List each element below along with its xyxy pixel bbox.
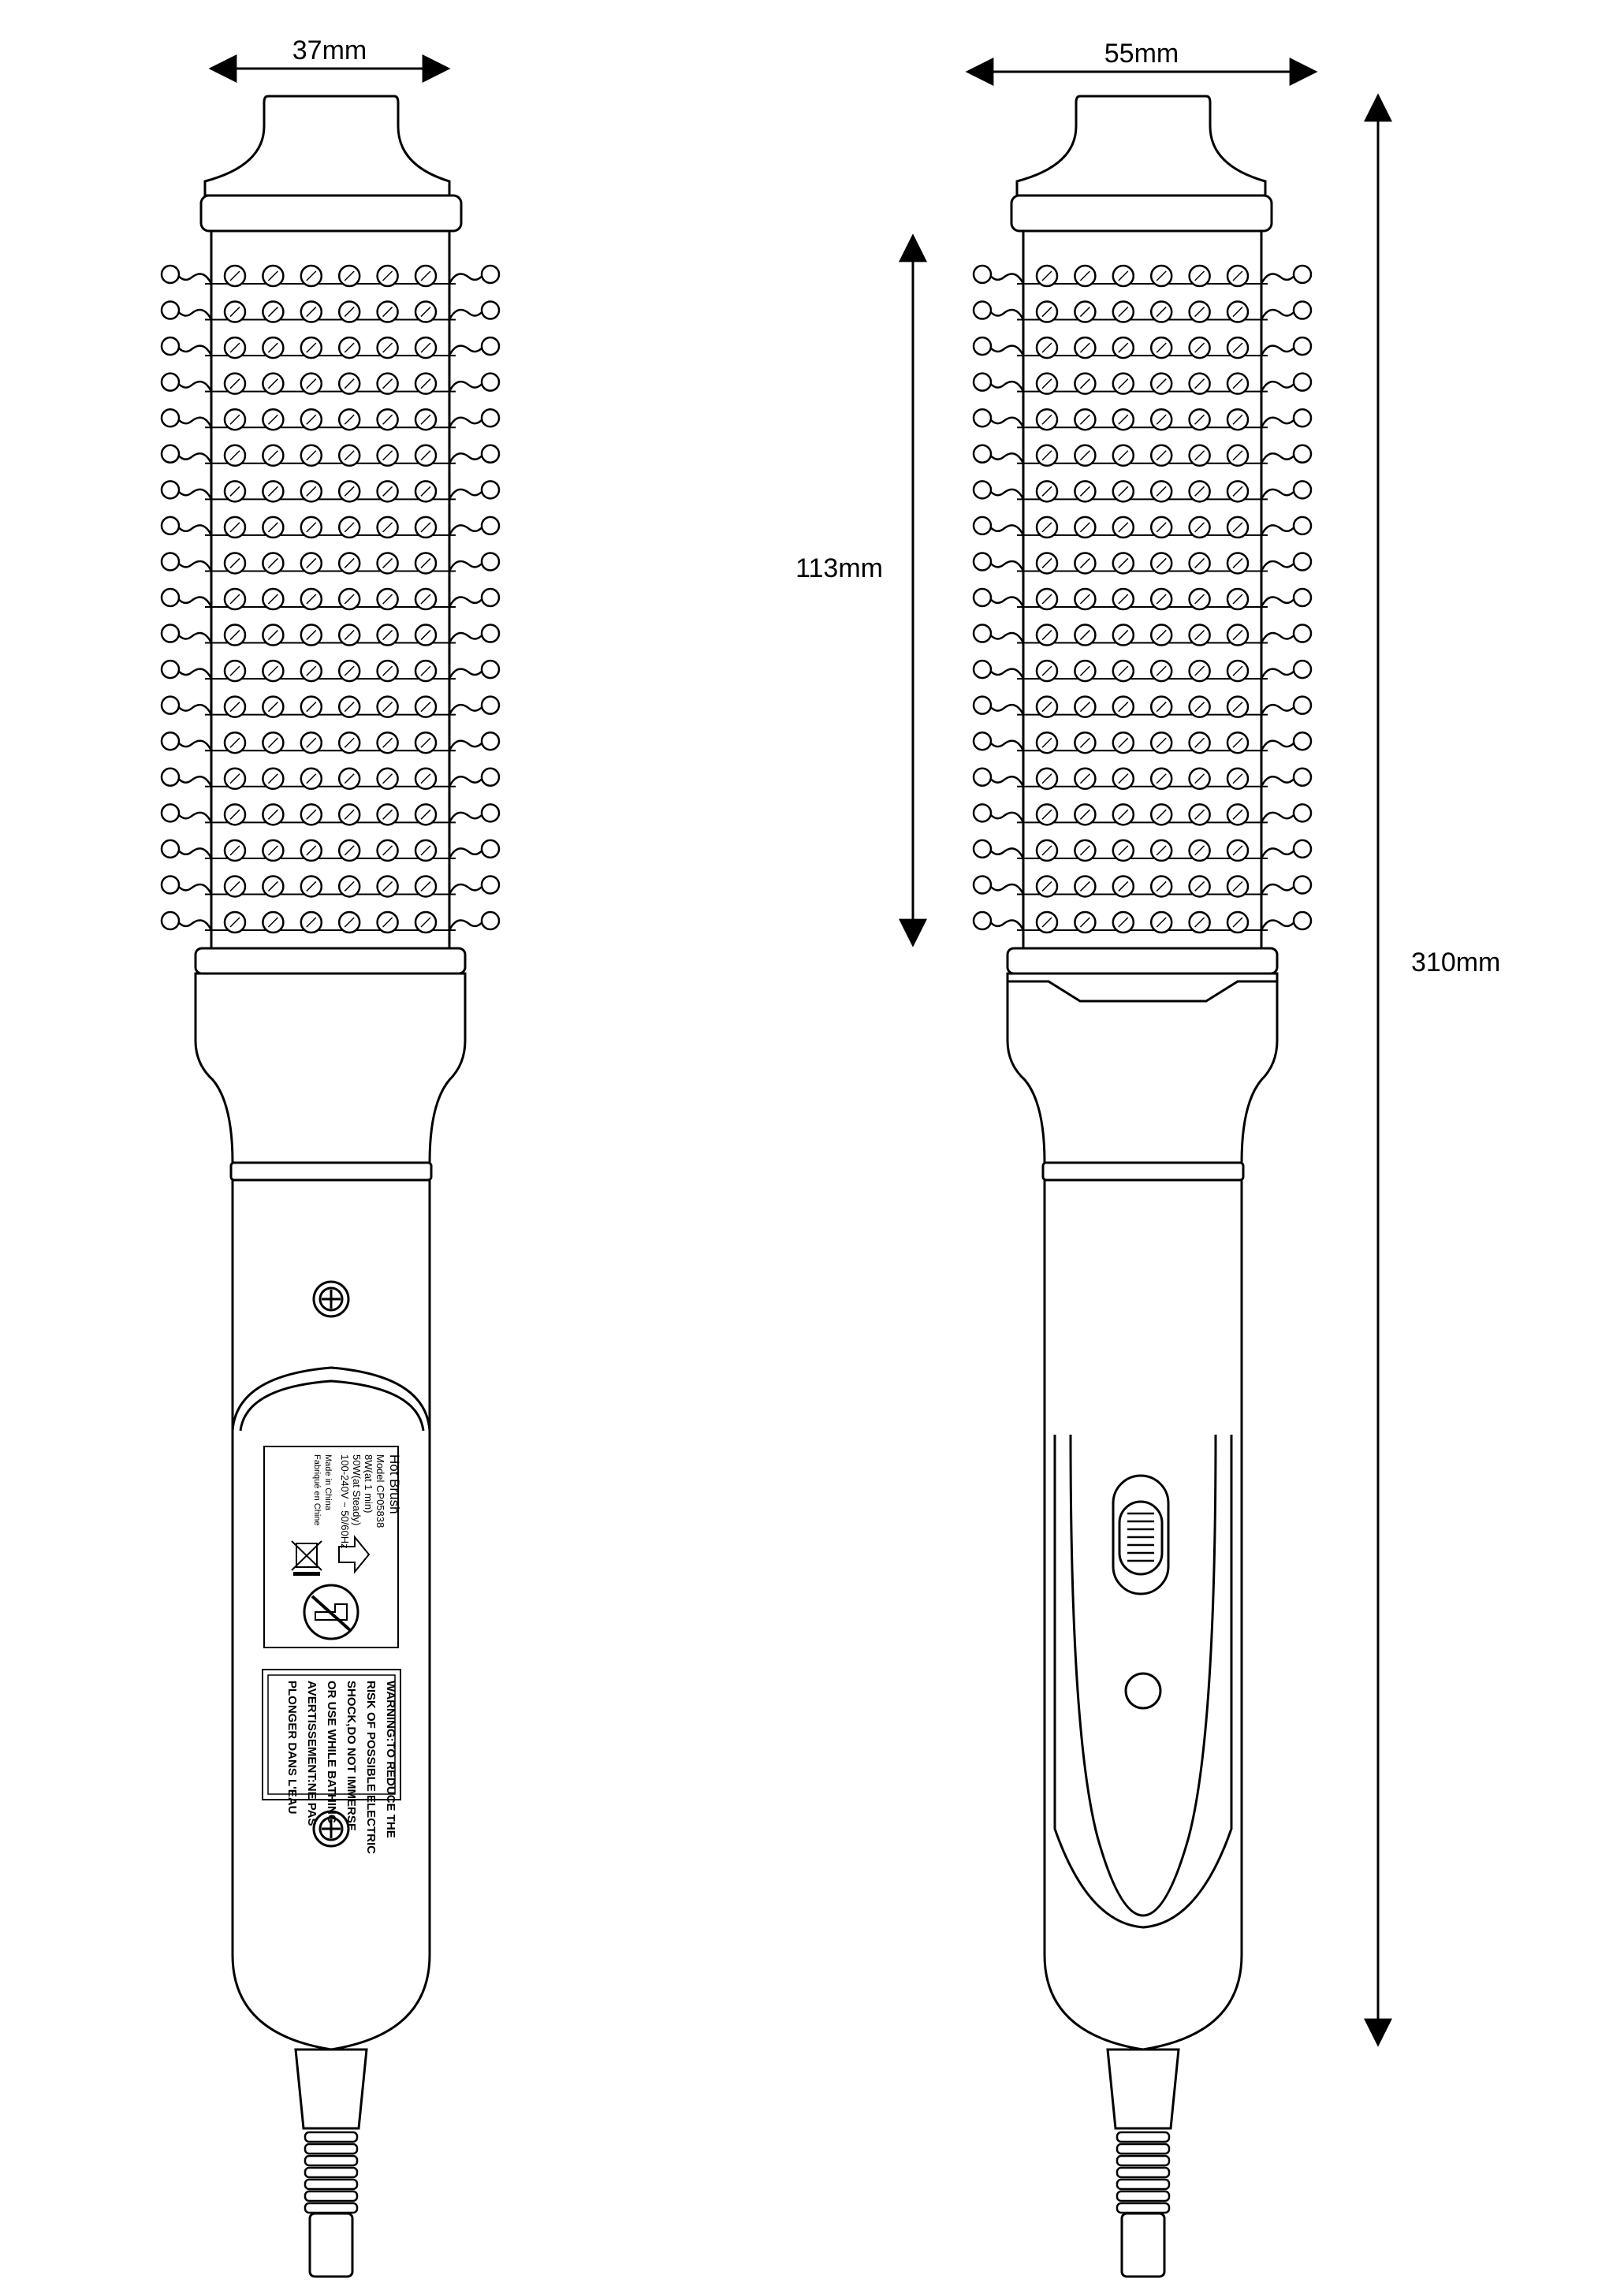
warning-line-5: AVERTISSEMENT:NE PAS bbox=[305, 1681, 318, 1826]
side-bristle-tip bbox=[1294, 625, 1311, 642]
side-bristle-tip bbox=[162, 661, 179, 678]
side-bristle-tip bbox=[1294, 445, 1311, 463]
side-bristle bbox=[449, 632, 485, 643]
side-bristle-tip bbox=[482, 481, 499, 498]
side-bristle-tip bbox=[974, 409, 991, 426]
right-cord bbox=[1122, 2213, 1164, 2277]
no-bath-icon bbox=[304, 1585, 358, 1639]
power-button[interactable] bbox=[1126, 1674, 1160, 1708]
cord-rib bbox=[305, 2156, 357, 2165]
right-width-label: 55mm bbox=[1104, 39, 1179, 69]
side-bristle-tip bbox=[482, 553, 499, 570]
side-bristle-tip bbox=[974, 732, 991, 750]
left-barrel bbox=[211, 231, 449, 948]
side-bristle bbox=[176, 739, 211, 750]
side-bristle bbox=[176, 273, 211, 284]
side-bristle bbox=[449, 416, 485, 427]
brush-right-view bbox=[974, 96, 1311, 2277]
rating-line-3: 8W(at 1 min) bbox=[363, 1454, 374, 1513]
side-bristle bbox=[176, 776, 211, 787]
side-bristle bbox=[988, 739, 1023, 750]
side-bristle bbox=[449, 668, 485, 679]
side-bristle-tip bbox=[1294, 769, 1311, 786]
side-bristle-tip bbox=[482, 804, 499, 821]
side-bristle-tip bbox=[162, 445, 179, 463]
right-barrel bbox=[1023, 231, 1261, 948]
side-bristle bbox=[176, 309, 211, 320]
cord-rib bbox=[1117, 2180, 1169, 2189]
side-bristle-tip bbox=[974, 840, 991, 858]
side-bristle bbox=[176, 919, 211, 930]
left-collar-ring bbox=[196, 948, 465, 974]
total-length-label: 310mm bbox=[1411, 948, 1501, 977]
side-bristle-tip bbox=[1294, 732, 1311, 750]
side-bristle bbox=[1261, 488, 1297, 499]
side-bristle bbox=[176, 596, 211, 607]
side-bristle bbox=[1261, 273, 1297, 284]
side-bristle bbox=[1261, 524, 1297, 535]
side-bristle-tip bbox=[162, 302, 179, 319]
side-bristle-tip bbox=[974, 625, 991, 642]
side-bristle bbox=[449, 883, 485, 894]
side-bristle-tip bbox=[162, 697, 179, 714]
left-neck-ring bbox=[231, 1163, 431, 1180]
side-bristle-tip bbox=[162, 912, 179, 929]
side-bristle-tip bbox=[482, 769, 499, 786]
side-bristle-tip bbox=[162, 409, 179, 426]
side-bristle-tip bbox=[1294, 912, 1311, 929]
cord-rib bbox=[1117, 2144, 1169, 2154]
side-bristle bbox=[176, 704, 211, 715]
side-bristle bbox=[449, 847, 485, 858]
side-bristle bbox=[176, 668, 211, 679]
side-bristle-tip bbox=[974, 661, 991, 678]
side-bristle-tip bbox=[1294, 697, 1311, 714]
side-bristle bbox=[988, 452, 1023, 464]
side-bristle bbox=[176, 811, 211, 822]
side-bristle-tip bbox=[482, 374, 499, 391]
side-bristle bbox=[1261, 416, 1297, 427]
cord-rib bbox=[1117, 2132, 1169, 2142]
cord-rib bbox=[305, 2191, 357, 2201]
side-bristle bbox=[1261, 596, 1297, 607]
side-bristle-tip bbox=[974, 912, 991, 929]
side-bristle-tip bbox=[482, 697, 499, 714]
side-bristle bbox=[1261, 811, 1297, 822]
side-bristle bbox=[176, 452, 211, 464]
right-neck-ring bbox=[1043, 1163, 1243, 1180]
warning-line-4: OR USE WHILE BATHING bbox=[325, 1681, 338, 1824]
side-bristle-tip bbox=[1294, 804, 1311, 821]
right-cap-ring bbox=[1011, 195, 1272, 231]
warning-line-3: SHOCK,DO NOT IMMERSE bbox=[345, 1681, 358, 1831]
side-bristle bbox=[988, 596, 1023, 607]
side-bristle-tip bbox=[482, 876, 499, 893]
cord-rib bbox=[1117, 2168, 1169, 2177]
side-bristle bbox=[988, 776, 1023, 787]
side-bristle-tip bbox=[974, 697, 991, 714]
left-cap-ring bbox=[201, 195, 461, 231]
warning-line-2: RISK OF POSSIBLE ELECTRIC bbox=[364, 1681, 378, 1855]
side-bristle-tip bbox=[162, 481, 179, 498]
side-bristle bbox=[1261, 309, 1297, 320]
side-bristle-tip bbox=[1294, 409, 1311, 426]
side-bristle bbox=[988, 811, 1023, 822]
side-bristle-tip bbox=[162, 732, 179, 750]
side-bristle-tip bbox=[974, 266, 991, 283]
side-bristle bbox=[988, 668, 1023, 679]
side-bristle bbox=[1261, 847, 1297, 858]
side-bristle-tip bbox=[162, 804, 179, 821]
side-bristle-tip bbox=[974, 589, 991, 606]
side-bristle bbox=[988, 883, 1023, 894]
side-bristle-tip bbox=[162, 589, 179, 606]
side-bristle-tip bbox=[162, 337, 179, 355]
side-bristle bbox=[1261, 739, 1297, 750]
side-bristle bbox=[176, 560, 211, 571]
side-bristle-tip bbox=[1294, 266, 1311, 283]
side-bristle bbox=[988, 704, 1023, 715]
side-bristle bbox=[176, 416, 211, 427]
side-bristle-tip bbox=[1294, 517, 1311, 534]
side-bristle-tip bbox=[1294, 840, 1311, 858]
side-bristle bbox=[1261, 776, 1297, 787]
rating-line-4: 50W(at Steady) bbox=[351, 1454, 363, 1526]
side-bristle-tip bbox=[1294, 589, 1311, 606]
side-bristle-tip bbox=[162, 769, 179, 786]
side-bristle-tip bbox=[974, 553, 991, 570]
side-bristle-tip bbox=[974, 302, 991, 319]
side-bristle bbox=[449, 524, 485, 535]
side-bristle bbox=[449, 704, 485, 715]
side-bristle-tip bbox=[1294, 481, 1311, 498]
side-bristle bbox=[449, 560, 485, 571]
side-bristle-tip bbox=[1294, 876, 1311, 893]
side-bristle bbox=[176, 344, 211, 356]
right-top-cap bbox=[1017, 96, 1265, 195]
side-bristle bbox=[988, 273, 1023, 284]
side-bristle-tip bbox=[162, 625, 179, 642]
cord-rib bbox=[1117, 2191, 1169, 2201]
side-bristle bbox=[988, 847, 1023, 858]
side-bristle bbox=[1261, 883, 1297, 894]
side-bristle bbox=[176, 524, 211, 535]
warning-line-6: PLONGER DANS L'EAU bbox=[285, 1681, 299, 1815]
side-bristle-tip bbox=[1294, 553, 1311, 570]
rating-line-2: Model CP05838 bbox=[374, 1454, 386, 1528]
side-bristle-tip bbox=[482, 589, 499, 606]
rating-line-1: Hot Brush bbox=[387, 1454, 402, 1514]
side-bristle-tip bbox=[1294, 337, 1311, 355]
brush-left-view bbox=[162, 96, 499, 2277]
side-bristle bbox=[449, 811, 485, 822]
side-bristle bbox=[1261, 344, 1297, 356]
side-bristle bbox=[449, 452, 485, 464]
side-bristle bbox=[1261, 632, 1297, 643]
side-bristle-tip bbox=[974, 517, 991, 534]
side-bristle bbox=[449, 776, 485, 787]
side-bristle-tip bbox=[162, 374, 179, 391]
side-bristle-tip bbox=[1294, 374, 1311, 391]
side-bristle-tip bbox=[974, 374, 991, 391]
side-bristle bbox=[449, 919, 485, 930]
left-width-label: 37mm bbox=[292, 35, 367, 65]
rating-line-7: Fabriqué en Chine bbox=[312, 1454, 322, 1526]
side-bristle bbox=[449, 309, 485, 320]
side-bristle bbox=[1261, 668, 1297, 679]
side-bristle-tip bbox=[482, 517, 499, 534]
side-bristle bbox=[449, 273, 485, 284]
side-bristle-tip bbox=[482, 732, 499, 750]
power-switch-ribs bbox=[1127, 1513, 1154, 1561]
side-bristle-tip bbox=[482, 266, 499, 283]
side-bristle bbox=[449, 344, 485, 356]
rating-line-5: 100-240V ~ 50/60Hz bbox=[339, 1454, 351, 1549]
side-bristle bbox=[176, 883, 211, 894]
rating-line-6: Made in China bbox=[323, 1454, 333, 1510]
side-bristle bbox=[988, 560, 1023, 571]
warning-line-1: WARNING:TO REDUCE THE bbox=[384, 1681, 397, 1838]
side-bristle-tip bbox=[482, 661, 499, 678]
side-bristle bbox=[988, 632, 1023, 643]
side-bristle bbox=[988, 344, 1023, 356]
side-bristle-tip bbox=[162, 876, 179, 893]
side-bristle bbox=[1261, 560, 1297, 571]
side-bristle bbox=[449, 739, 485, 750]
side-bristle-tip bbox=[974, 337, 991, 355]
side-bristle-tip bbox=[162, 840, 179, 858]
side-bristle-tip bbox=[1294, 302, 1311, 319]
side-bristle-tip bbox=[974, 804, 991, 821]
right-cord-boot bbox=[1108, 2050, 1179, 2128]
side-bristle bbox=[988, 919, 1023, 930]
cord-rib bbox=[1117, 2156, 1169, 2165]
side-bristle-tip bbox=[482, 912, 499, 929]
side-bristle bbox=[449, 596, 485, 607]
side-bristle-tip bbox=[482, 445, 499, 463]
cord-rib bbox=[305, 2132, 357, 2142]
side-bristle bbox=[449, 381, 485, 392]
side-bristle-tip bbox=[974, 876, 991, 893]
side-bristle-tip bbox=[482, 840, 499, 858]
side-bristle bbox=[1261, 381, 1297, 392]
side-bristle bbox=[176, 488, 211, 499]
side-bristle bbox=[1261, 452, 1297, 464]
side-bristle-tip bbox=[162, 553, 179, 570]
left-cord-boot bbox=[296, 2050, 367, 2128]
side-bristle bbox=[988, 524, 1023, 535]
side-bristle bbox=[176, 381, 211, 392]
side-bristle-tip bbox=[162, 266, 179, 283]
side-bristle-tip bbox=[482, 302, 499, 319]
side-bristle-tip bbox=[1294, 661, 1311, 678]
side-bristle bbox=[1261, 704, 1297, 715]
right-collar-ring bbox=[1008, 948, 1277, 974]
side-bristle bbox=[988, 309, 1023, 320]
side-bristle bbox=[176, 632, 211, 643]
side-bristle-tip bbox=[482, 625, 499, 642]
side-bristle bbox=[176, 847, 211, 858]
left-cord bbox=[310, 2213, 352, 2277]
side-bristle-tip bbox=[482, 409, 499, 426]
side-bristle bbox=[449, 488, 485, 499]
side-bristle bbox=[988, 381, 1023, 392]
cord-rib bbox=[305, 2144, 357, 2154]
right-cord-ribs bbox=[1117, 2132, 1169, 2213]
side-bristle-tip bbox=[974, 445, 991, 463]
side-bristle bbox=[988, 416, 1023, 427]
left-cord-ribs bbox=[305, 2132, 357, 2213]
side-bristle-tip bbox=[482, 337, 499, 355]
screw-icon bbox=[314, 1282, 348, 1316]
cord-rib bbox=[305, 2203, 357, 2213]
side-bristle bbox=[1261, 919, 1297, 930]
side-bristle bbox=[988, 488, 1023, 499]
left-collar bbox=[196, 974, 465, 1163]
cord-rib bbox=[1117, 2203, 1169, 2213]
side-bristle-tip bbox=[162, 517, 179, 534]
side-bristle-tip bbox=[974, 769, 991, 786]
cord-rib bbox=[305, 2180, 357, 2189]
side-bristle-tip bbox=[974, 481, 991, 498]
barrel-length-label: 113mm bbox=[795, 553, 883, 583]
cord-rib bbox=[305, 2168, 357, 2177]
left-top-cap bbox=[205, 96, 449, 195]
